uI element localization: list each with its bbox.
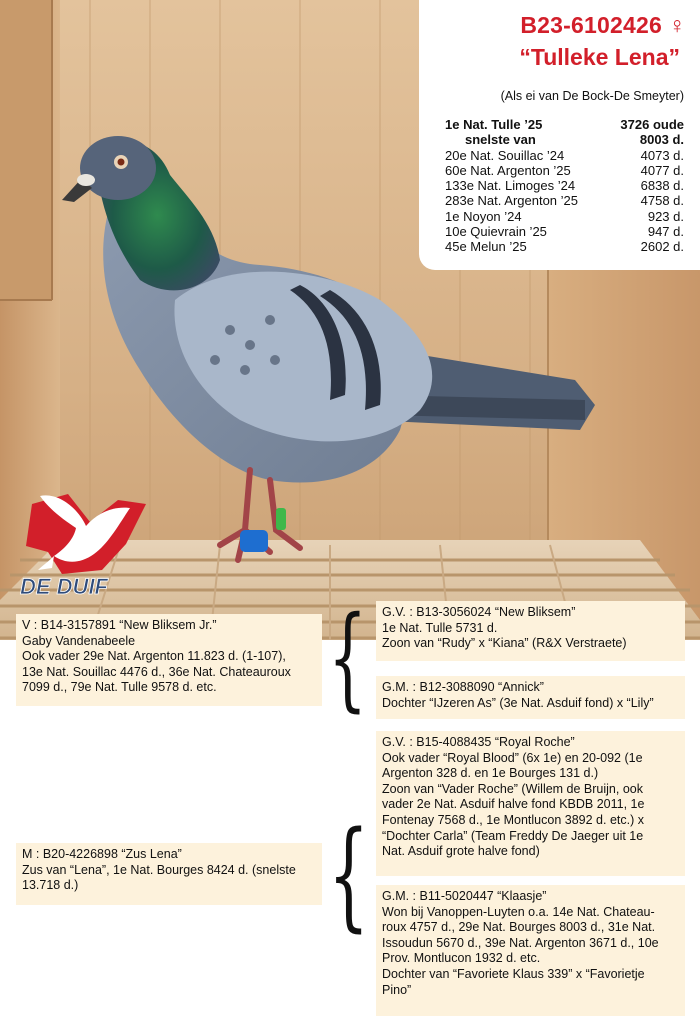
- pedigree-line: Zoon van “Vader Roche” (Willem de Bruijn, ook: [382, 781, 643, 796]
- pedigree-line: Won bij Vanoppen-Luyten o.a. 14e Nat. Chateau-: [382, 904, 655, 919]
- result-race: snelste van: [465, 132, 536, 148]
- result-race: 60e Nat. Argenton ’25: [445, 162, 571, 178]
- result-row: [445, 224, 684, 239]
- result-row: [445, 163, 684, 178]
- pedigree-line: G.M. : B11-5020447 “Klaasje”: [382, 889, 547, 903]
- pedigree-line: “Dochter Carla” (Team Freddy De Jaeger uit 1e: [382, 828, 644, 843]
- result-row: [445, 193, 684, 208]
- result-value: 3726 oude: [620, 117, 684, 132]
- maternal-grandmother-box: [376, 885, 685, 1016]
- result-value: 4077 d.: [640, 162, 684, 178]
- pedigree-line: Zus van “Lena”, 1e Nat. Bourges 8424 d. (snelste: [22, 862, 296, 877]
- father-box: [16, 614, 322, 706]
- result-race: 133e Nat. Limoges ’24: [445, 178, 576, 194]
- result-race: 45e Melun ’25: [445, 239, 527, 255]
- pedigree-line: vader 2e Nat. Asduif halve fond KBDB 2011, 1e: [382, 797, 645, 812]
- brace-mother: {: [328, 805, 370, 943]
- pedigree-line: roux 4757 d., 29e Nat. Bourges 8003 d., 31e Nat.: [382, 920, 656, 935]
- logo-text: DE DUIF: [20, 574, 108, 599]
- pedigree-line: Ook vader “Royal Blood” (6x 1e) en 20-092 (1e: [382, 750, 643, 765]
- title-card: [419, 0, 700, 270]
- pigeon-name: “Tulleke Lena”: [519, 44, 680, 70]
- pedigree-line: Issoudun 5670 d., 39e Nat. Argenton 3671 d., 10e: [382, 935, 659, 950]
- pedigree-line: G.M. : B12-3088090 “Annick”: [382, 680, 544, 694]
- result-value: 8003 d.: [639, 132, 684, 148]
- pedigree-line: Dochter van “Favoriete Klaus 339” x “Favorietje: [382, 966, 645, 981]
- pedigree-line: Ook vader 29e Nat. Argenton 11.823 d. (1-107),: [22, 649, 286, 664]
- paternal-grandfather-box: [376, 601, 685, 661]
- result-value: 4073 d.: [640, 147, 684, 163]
- result-row: [445, 209, 684, 224]
- result-row: [445, 148, 684, 163]
- result-row: [445, 117, 684, 132]
- pedigree-line: 7099 d., 79e Nat. Tulle 9578 d. etc.: [22, 680, 217, 695]
- result-value: 923 d.: [647, 208, 684, 224]
- result-value: 4758 d.: [640, 193, 684, 209]
- origin-note: (Als ei van De Bock-De Smeyter): [500, 89, 684, 103]
- pedigree-line: Argenton 328 d. en 1e Bourges 131 d.): [382, 766, 599, 781]
- pedigree-line: Dochter “IJzeren As” (3e Nat. Asduif fond) x “Lily”: [382, 695, 654, 710]
- pedigree-line: 13e Nat. Souillac 4476 d., 36e Nat. Chateauroux: [22, 664, 291, 679]
- pedigree-line: M : B20-4226898 “Zus Lena”: [22, 847, 182, 861]
- paternal-grandmother-box: [376, 676, 685, 719]
- pedigree-line: 1e Nat. Tulle 5731 d.: [382, 620, 498, 635]
- maternal-grandfather-box: [376, 731, 685, 876]
- result-value: 6838 d.: [640, 178, 684, 194]
- pedigree-line: 13.718 d.): [22, 878, 79, 893]
- result-row: [445, 178, 684, 193]
- result-race: 1e Noyon ’24: [445, 208, 522, 224]
- result-race: 283e Nat. Argenton ’25: [445, 193, 578, 209]
- result-row: [445, 239, 684, 254]
- pedigree-line: V : B14-3157891 “New Bliksem Jr.”: [22, 618, 217, 632]
- pedigree-line: Prov. Montlucon 1932 d. etc.: [382, 951, 541, 966]
- pedigree-line: G.V. : B15-4088435 “Royal Roche”: [382, 735, 575, 749]
- pedigree-line: Gaby Vandenabeele: [22, 633, 136, 648]
- dove-icon: [26, 494, 146, 574]
- pedigree-line: G.V. : B13-3056024 “New Bliksem”: [382, 605, 576, 619]
- pedigree-line: Fontenay 7568 d., 1e Montlucon 3892 d. etc.) x: [382, 812, 644, 827]
- ring-number: B23-6102426 ♀: [520, 12, 686, 38]
- de-duif-logo: [18, 482, 148, 602]
- result-race: 20e Nat. Souillac ’24: [445, 147, 565, 163]
- results-list: [445, 117, 684, 255]
- result-race: 10e Quievrain ’25: [445, 224, 547, 240]
- result-value: 947 d.: [647, 224, 684, 240]
- pedigree-line: Nat. Asduif grote halve fond): [382, 844, 540, 859]
- mother-box: [16, 843, 322, 905]
- pedigree-line: Pino”: [382, 982, 412, 997]
- pedigree-line: Zoon van “Rudy” x “Kiana” (R&X Verstraete): [382, 636, 627, 651]
- result-row: [445, 132, 684, 147]
- brace-father: {: [328, 593, 368, 723]
- result-race: 1e Nat. Tulle ’25: [445, 117, 543, 132]
- result-value: 2602 d.: [640, 239, 684, 255]
